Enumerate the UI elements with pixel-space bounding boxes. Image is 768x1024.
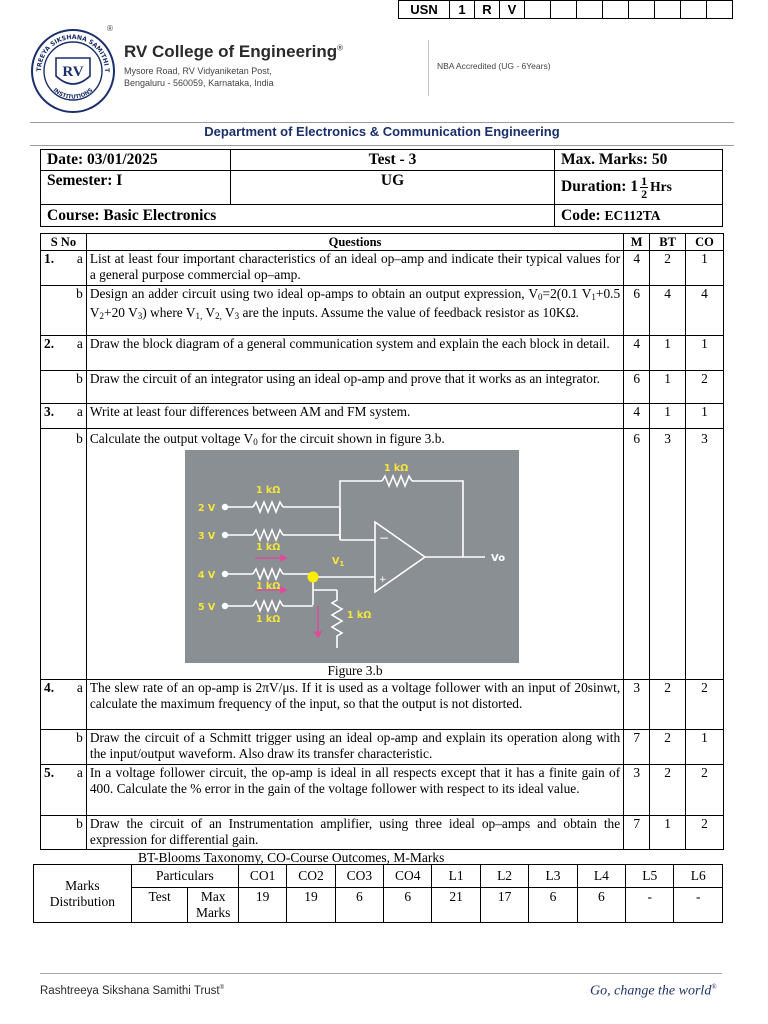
co: 1 [686,251,724,286]
input-label: 2 V [197,503,216,514]
marks: 4 [624,336,650,371]
bt-level: 1 [650,336,686,371]
usn-cell [577,1,603,19]
header-divider [428,40,429,96]
bt-level: 2 [650,680,686,730]
resistor-label: 1 kΩ [255,581,281,592]
md-value: 17 [480,888,528,923]
usn-label: USN [399,1,450,19]
exam-info-table [40,149,723,227]
department-title: Department of Electronics & Communication Engineering [204,124,560,139]
usn-cell [525,1,551,19]
md-value: - [674,888,723,923]
bt-level: 2 [650,251,686,286]
bt-level: 2 [650,730,686,765]
output-label: Vo [490,553,505,564]
college-address-line1: Mysore Road, RV Vidyaniketan Post, [124,66,272,76]
feedback-resistor-label: 1 kΩ [383,463,409,474]
usn-cell: 1 [450,1,475,19]
marks: 7 [624,816,650,850]
questions-table [40,233,724,850]
question-text: In a voltage follower circuit, the op-amp is ideal in all respects except that it has a finite gain of 400. Calculate the % error in the gain of the voltage follower with respect to its ideal value. [86,765,623,816]
marks: 6 [624,429,650,680]
question-number: 5. a [41,765,87,816]
duration: Duration: 1 $\frac{1}{2}$ Hrs [555,171,723,205]
marks: 4 [624,404,650,429]
question-text: Draw the circuit of an Instrumentation amplifier, using three ideal op–amps and obtain the expression for differential gain. [86,816,623,850]
col-header-sno: S No [41,234,87,251]
usn-cell [681,1,707,19]
table-row [41,404,724,429]
node-label: $V_1$ [331,556,345,568]
accreditation-text: NBA Accredited (UG - 6Years) [437,61,551,71]
marks-distribution-table [33,864,723,923]
md-header: CO1 [238,865,286,888]
co: 1 [686,404,724,429]
exam-test: Test - 3 [231,150,555,171]
max-marks: Max. Marks: 50 [555,150,723,171]
input-label: 5 V [197,602,216,613]
co: 1 [686,730,724,765]
md-value: 21 [432,888,480,923]
figure-caption: Figure 3.b [327,663,383,678]
noninverting-sign: + [378,575,387,585]
md-value: 19 [287,888,335,923]
table-row [41,429,724,680]
co: 3 [686,429,724,680]
md-header: L6 [674,865,723,888]
bt-level: 1 [650,816,686,850]
question-number: b [41,429,87,680]
question-text: Draw the block diagram of a general communication system and explain the each block in detail. [86,336,623,371]
bt-level: 1 [650,371,686,404]
md-header: L5 [626,865,674,888]
question-number: b [41,816,87,850]
co: 2 [686,680,724,730]
marks: 6 [624,286,650,336]
marks: 3 [624,765,650,816]
md-value: 6 [384,888,432,923]
footer-tagline: Go, change the world® [590,983,717,999]
co: 2 [686,816,724,850]
question-text: Design an adder circuit using two ideal op-amps to obtain an output expression, $V_0=2(0.1$ $V_1+0.5$ $V_2+20$ $V_3$) where $V_{1,}$ $V_{2,}$ $V_3$ are the inputs. Assume the value of feedback resistor as 10KΩ. [86,286,623,336]
co: 4 [686,286,724,336]
question-text: The slew rate of an op-amp is 2πV/μs. If it is used as a voltage follower with an input of 20sinwt, calculate the maximum frequency of the input, so that the output is not distorted. [86,680,623,730]
md-header: CO4 [384,865,432,888]
particulars-label: Particulars [131,865,238,888]
col-header-co: CO [686,234,724,251]
circuit-figure [185,450,519,663]
bt-level: 3 [650,429,686,680]
md-header: L1 [432,865,480,888]
col-header-questions: Questions [86,234,623,251]
bt-level: 2 [650,765,686,816]
table-row [41,371,724,404]
marks: 7 [624,730,650,765]
resistor-label: 1 kΩ [255,542,281,553]
table-row [41,816,724,850]
legend-note: BT-Blooms Taxonomy, CO-Course Outcomes, M-Marks [138,850,445,865]
footer-rule [40,973,722,974]
marks: 6 [624,371,650,404]
md-value: 6 [335,888,383,923]
usn-strip [398,0,733,19]
question-text: Draw the circuit of a Schmitt trigger using an ideal op-amp and explain its operation along with the input/output waveform. Also draw its transfer characteristic. [86,730,623,765]
usn-cell: R [475,1,500,19]
question-text: Calculate the output voltage $V_0$ for the circuit shown in figure 3.b. 2 V 3 V 4 V 5 V 1 kΩ 1 kΩ 1 kΩ 1 kΩ 1 kΩ 1 kΩ $V_1$ Vo − + Figure 3.b [86,429,623,680]
test-label: Test [131,888,188,923]
table-row [41,286,724,336]
college-logo [30,28,116,114]
resistor-label: 1 kΩ [255,614,281,625]
max-marks-label: Max Marks [188,888,238,923]
rule [30,145,734,146]
question-text: Draw the circuit of an integrator using an ideal op-amp and prove that it works as an integrator. [86,371,623,404]
svg-text:INSTITUTIONS [52,87,94,100]
md-value: 19 [238,888,286,923]
md-header: L3 [529,865,577,888]
md-value: - [626,888,674,923]
course-code: Code: EC112TA [555,205,723,227]
semester: Semester: I [41,171,231,205]
col-header-bt: BT [650,234,686,251]
question-number: b [41,286,87,336]
logo-monogram: RV [62,64,84,80]
usn-cell: V [500,1,525,19]
question-number: b [41,730,87,765]
question-number: b [41,371,87,404]
col-header-m: M [624,234,650,251]
rule [30,122,734,123]
md-value: 6 [577,888,625,923]
inverting-sign: − [378,531,389,545]
table-header-row [41,234,724,251]
question-number: 1. a [41,251,87,286]
question-number: 2. a [41,336,87,371]
usn-cell [629,1,655,19]
program: UG [231,171,555,205]
logo-ring-text: TREEYA SIKSHANA SAMITHI T [35,33,111,73]
input-label: 3 V [197,531,216,542]
college-name: RV College of Engineering® [124,42,344,61]
md-value: 6 [529,888,577,923]
logo-reg-mark: ® [107,24,113,33]
usn-cell [551,1,577,19]
marks: 4 [624,251,650,286]
resistor-label: 1 kΩ [255,485,281,496]
co: 2 [686,371,724,404]
marks-distribution-label: Marks Distribution [34,865,132,923]
md-header: L4 [577,865,625,888]
md-header: CO2 [287,865,335,888]
question-number: 3. a [41,404,87,429]
usn-cell [655,1,681,19]
usn-cell [707,1,733,19]
node-v1-dot [307,572,318,583]
table-row [41,680,724,730]
exam-date: Date: 03/01/2025 [41,150,231,171]
usn-cell [603,1,629,19]
footer-trust-name: Rashtreeya Sikshana Samithi Trust® [40,985,225,997]
question-number: 4. a [41,680,87,730]
question-text: List at least four important characteristics of an ideal op–amp and indicate their typical values for a general purpose commercial op–amp. [86,251,623,286]
table-row [41,765,724,816]
table-row [41,730,724,765]
ground-resistor-label: 1 kΩ [346,610,372,621]
question-text: Write at least four differences between AM and FM system. [86,404,623,429]
md-header: L2 [480,865,528,888]
md-header: CO3 [335,865,383,888]
co: 1 [686,336,724,371]
table-row [41,251,724,286]
marks: 3 [624,680,650,730]
bt-level: 4 [650,286,686,336]
course-name: Course: Basic Electronics [41,205,555,227]
bt-level: 1 [650,404,686,429]
input-label: 4 V [197,570,216,581]
co: 2 [686,765,724,816]
college-address-line2: Bengaluru - 560059, Karnataka, India [124,78,274,88]
table-row [41,336,724,371]
logo-ring-bottom: INSTITUTIONS [51,87,95,101]
